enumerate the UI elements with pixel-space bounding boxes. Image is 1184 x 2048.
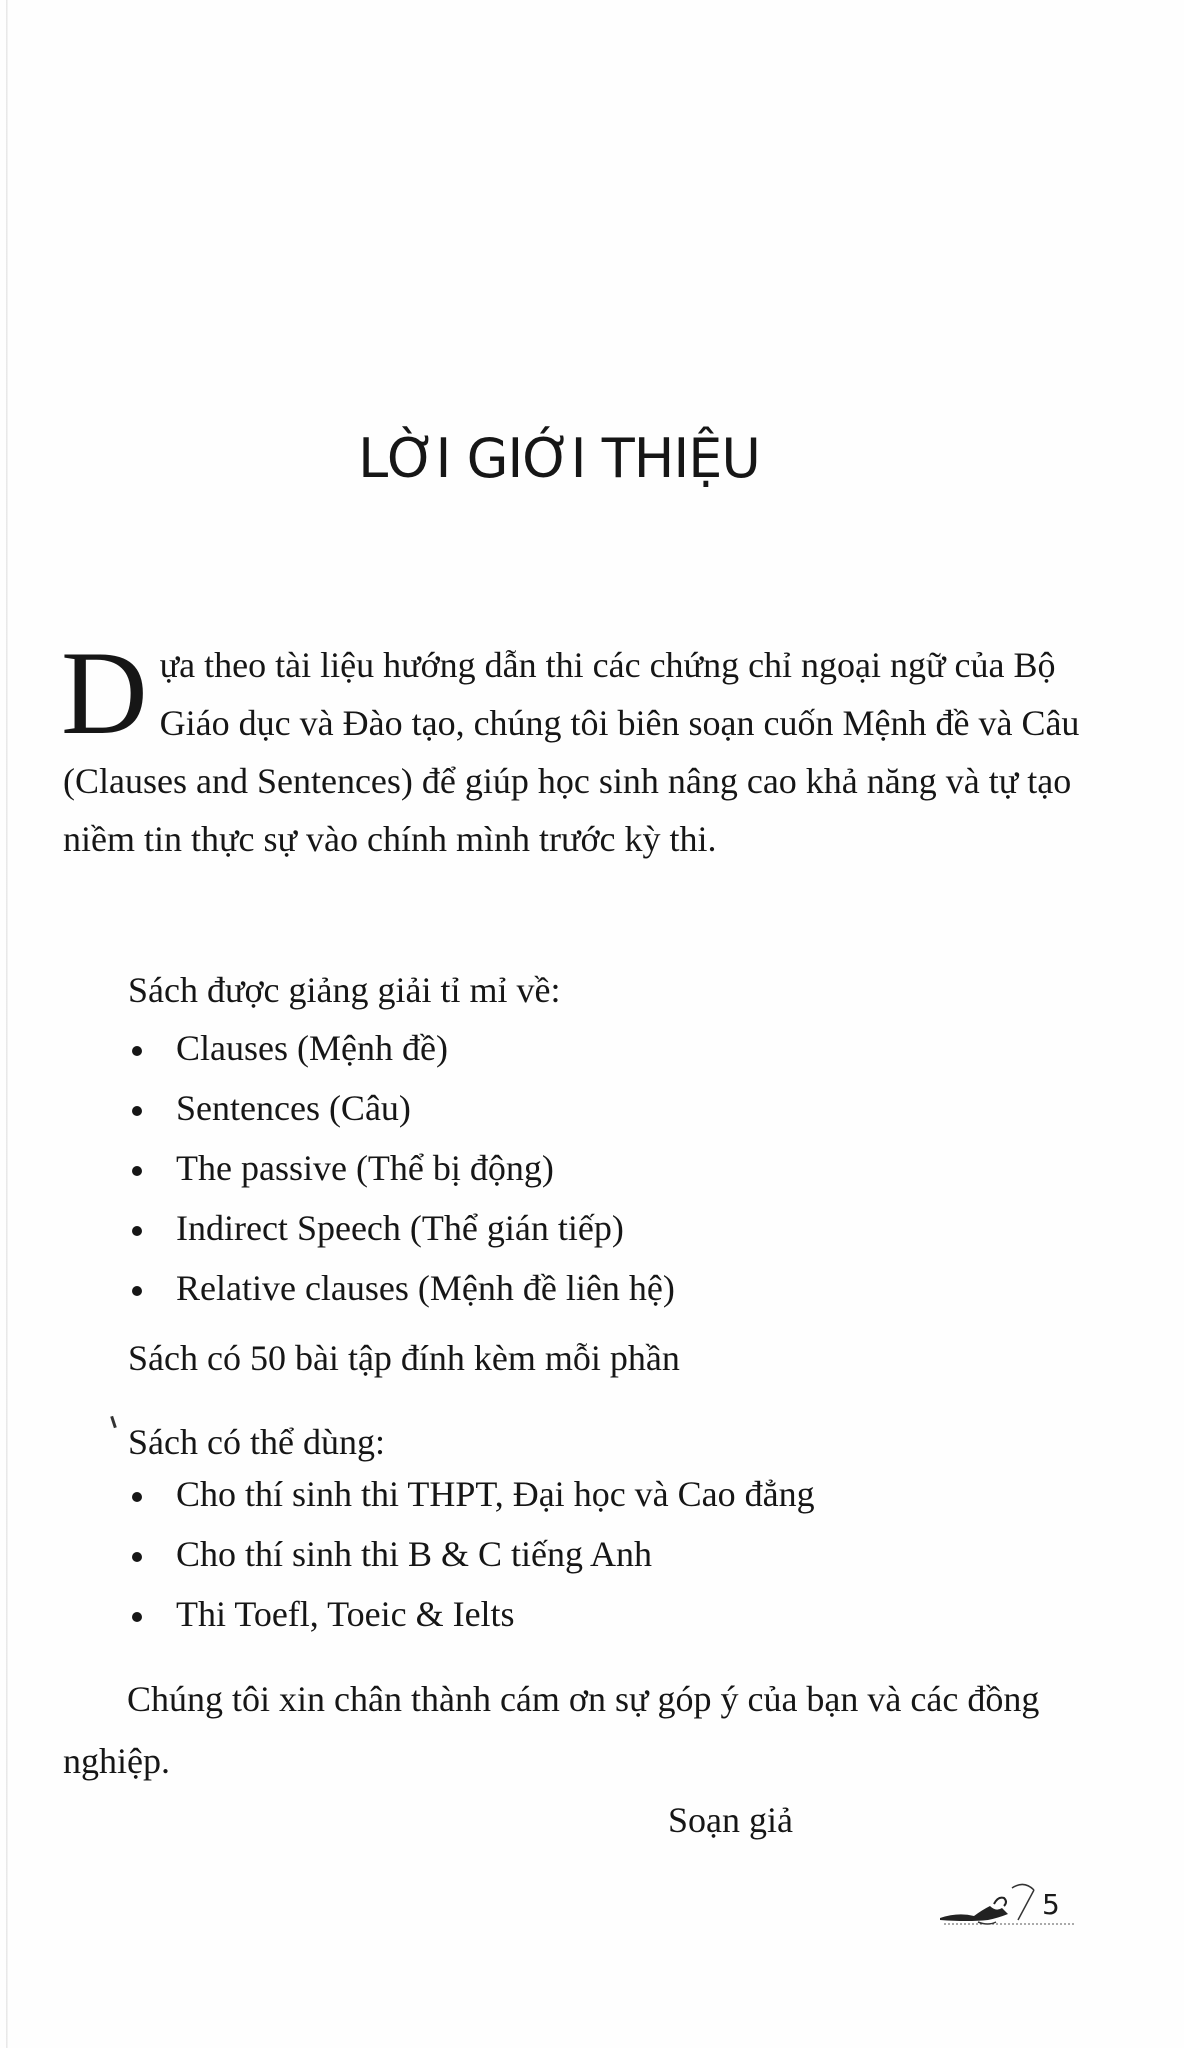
list-item: Cho thí sinh thi THPT, Đại học và Cao đẳng bbox=[128, 1470, 815, 1530]
explain-list bbox=[128, 1024, 675, 1324]
thanks-paragraph: Chúng tôi xin chân thành cám ơn sự góp ý của bạn và các đồng nghiệp. bbox=[63, 1679, 1040, 1781]
list-item: Relative clauses (Mệnh đề liên hệ) bbox=[128, 1264, 675, 1324]
intro-paragraph bbox=[61, 626, 1083, 868]
bullet-icon bbox=[132, 1492, 142, 1502]
bullet-icon bbox=[132, 1046, 142, 1056]
bullet-icon bbox=[132, 1106, 142, 1116]
page-footer bbox=[938, 1876, 1078, 1936]
bullet-icon bbox=[132, 1226, 142, 1236]
page-title: LỜI GIỚI THIỆU bbox=[358, 427, 760, 490]
bullet-icon bbox=[132, 1552, 142, 1562]
page-number: 5 bbox=[1042, 1888, 1060, 1921]
usage-heading: Sách có thể dùng: bbox=[128, 1422, 385, 1462]
list-item: Sentences (Câu) bbox=[128, 1084, 675, 1144]
bullet-icon bbox=[132, 1166, 142, 1176]
stray-ink-mark bbox=[110, 1416, 117, 1428]
drop-cap: D bbox=[61, 626, 148, 759]
list-item: Cho thí sinh thi B & C tiếng Anh bbox=[128, 1530, 815, 1590]
list-item: Thi Toefl, Toeic & Ielts bbox=[128, 1590, 815, 1650]
usage-list bbox=[128, 1470, 815, 1650]
bullet-icon bbox=[132, 1286, 142, 1296]
exercises-note: Sách có 50 bài tập đính kèm mỗi phần bbox=[128, 1338, 680, 1378]
list-item: Indirect Speech (Thể gián tiếp) bbox=[128, 1204, 675, 1264]
list-item: Clauses (Mệnh đề) bbox=[128, 1024, 675, 1084]
explain-heading: Sách được giảng giải tỉ mỉ về: bbox=[128, 970, 561, 1010]
page-edge-shadow bbox=[6, 0, 8, 2048]
intro-text: ựa theo tài liệu hướng dẫn thi các chứng chỉ ngoại ngữ của Bộ Giáo dục và Đào tạo, chúng tôi biên soạn cuốn Mệnh đề và Câu (Clauses and Sentences) để giúp học sinh nâng cao khả năng và tự tạo niềm tin thực sự vào chính mình trước kỳ thi. bbox=[63, 645, 1080, 859]
bullet-icon bbox=[132, 1612, 142, 1622]
list-item: The passive (Thể bị động) bbox=[128, 1144, 675, 1204]
signature: Soạn giả bbox=[668, 1800, 793, 1840]
